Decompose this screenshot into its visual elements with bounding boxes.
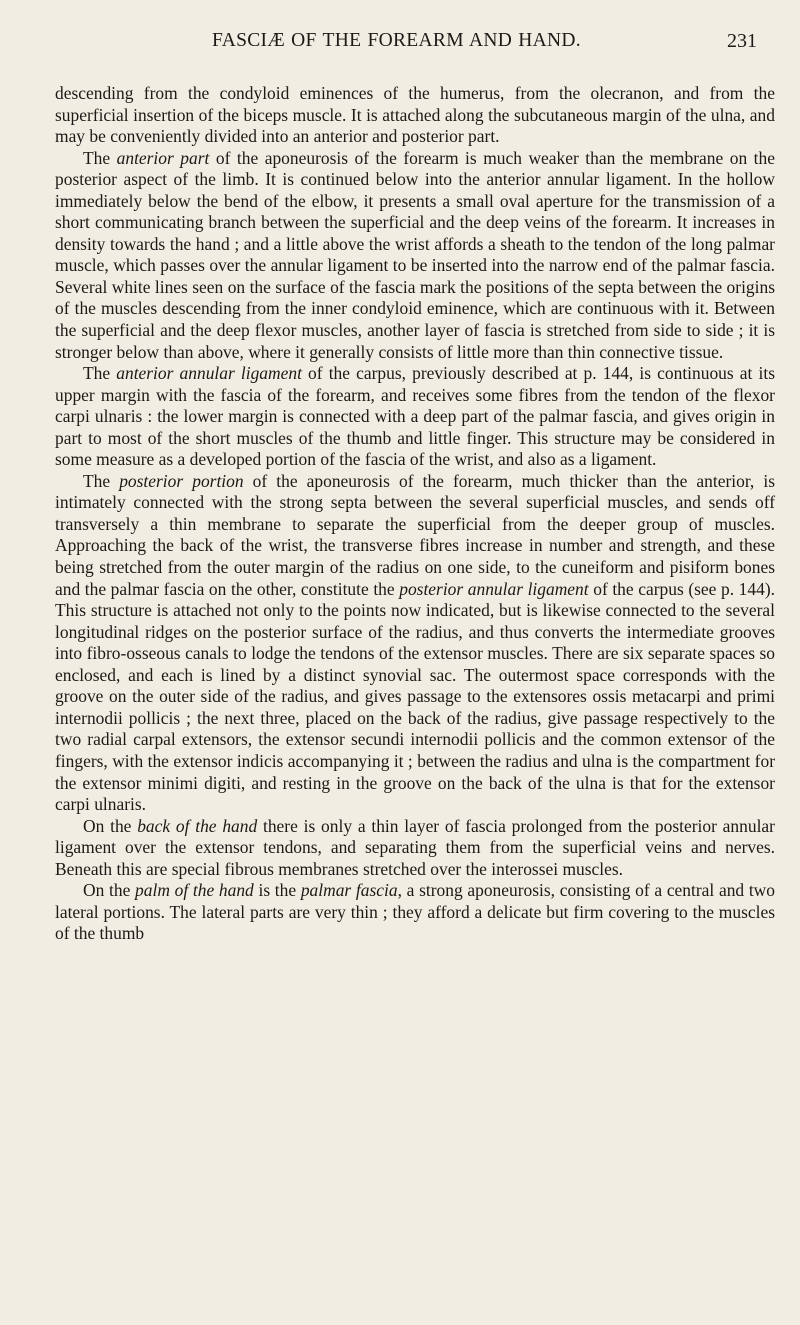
text-run: descending from the condyloid eminences of the humerus, from the olecranon, and from the superficial insertion of the biceps muscle. It is attached along the subcutaneous margin of the ulna, and may be conveniently divided into an anterior and posterior part. [55, 83, 775, 147]
paragraph [55, 363, 775, 471]
italic-term: palm of the hand [135, 880, 254, 901]
text-run: On the [83, 880, 136, 901]
paragraph [55, 148, 775, 363]
text-run: The [83, 363, 117, 384]
text-run: On the [83, 815, 138, 836]
page-number: 231 [727, 30, 757, 52]
italic-term: palmar fascia [300, 880, 398, 901]
italic-term: posterior portion [119, 470, 244, 491]
paragraph [55, 471, 775, 816]
italic-term: back of the hand [137, 815, 258, 836]
text-run: of the aponeurosis of the forearm, much thicker than the anterior, is intimately connected with the strong septa between the several superficial muscles, and sends off transversely a thin membrane to separate the superficial from the deeper group of muscles. Approaching the back of the wrist, the transverse fibres increase in number and strength, and these being stretched from the outer margin of the radius on one side, to the cuneiform and pisiform bones and the palmar fascia on the other, constitute the [55, 470, 775, 599]
body-text [55, 83, 775, 945]
text-run: there is only a thin layer of fascia prolonged from the posterior annular ligament over the extensor tendons, and separating them from the superficial veins and nerves. Beneath this are special fibrous membranes stretched over the interossei muscles. [55, 815, 775, 879]
running-head-title: FASCIÆ OF THE FOREARM AND HAND. [212, 30, 581, 51]
text-run: The [83, 147, 117, 168]
text-run: of the carpus, previously described at p. 144, is continuous at its upper margin with the fascia of the forearm, and receives some fibres from the tendon of the flexor carpi ulnaris : the lower margin is connected with a deep part of the palmar fascia, and gives origin in part to most of the short muscles of the thumb and little finger. This structure may be considered in some measure as a developed portion of the fascia of the wrist, and also as a ligament. [55, 363, 775, 470]
italic-term: posterior annular ligament [399, 578, 589, 599]
italic-term: anterior annular ligament [116, 363, 302, 384]
text-run: The [83, 470, 120, 491]
italic-term: anterior part [116, 147, 210, 168]
text-run: of the carpus (see p. 144). This structure is attached not only to the points now indicated, but is likewise connected to the several longitudinal ridges on the posterior surface of the radius, and thus converts the intermediate grooves into fibro-osseous canals to lodge the tendons of the extensor muscles. There are six separate spaces so enclosed, and each is lined by a distinct synovial sac. The outermost space corresponds with the groove on the outer side of the radius, and gives passage to the extensores ossis metacarpi and primi internodii pollicis ; the next three, placed on the back of the radius, give passage respectively to the two radial carpal extensors, the extensor secundi internodii pollicis and the common extensor of the fingers, with the extensor indicis accompanying it ; between the radius and ulna is the compartment for the extensor minimi digiti, and resting in the groove on the back of the ulna is that for the extensor carpi ulnaris. [55, 578, 775, 815]
paragraph [55, 83, 775, 148]
paragraph [55, 816, 775, 881]
text-run: of the aponeurosis of the forearm is much weaker than the membrane on the posterior aspect of the limb. It is continued below into the anterior annular ligament. In the hollow immediately below the bend of the elbow, it presents a small oval aperture for the transmission of a short communicating branch between the superficial and the deep veins of the forearm. It increases in density towards the hand ; and a little above the wrist affords a sheath to the tendon of the long palmar muscle, which passes over the annular ligament to be inserted into the narrow end of the palmar fascia. Several white lines seen on the surface of the fascia mark the positions of the septa between the origins of the muscles descending from the inner condyloid eminence, which are continuous with it. Between the superficial and the deep flexor muscles, another layer of fascia is stretched from side to side ; it is stronger below than above, where it generally consists of little more than thin connective tissue. [55, 147, 775, 362]
paragraph [55, 880, 775, 945]
running-head [0, 30, 800, 66]
text-run: , a strong aponeurosis, consisting of a central and two lateral portions. The lateral parts are very thin ; they afford a delicate but firm covering to the muscles of the thumb [55, 880, 775, 944]
text-run: is the [253, 880, 301, 901]
